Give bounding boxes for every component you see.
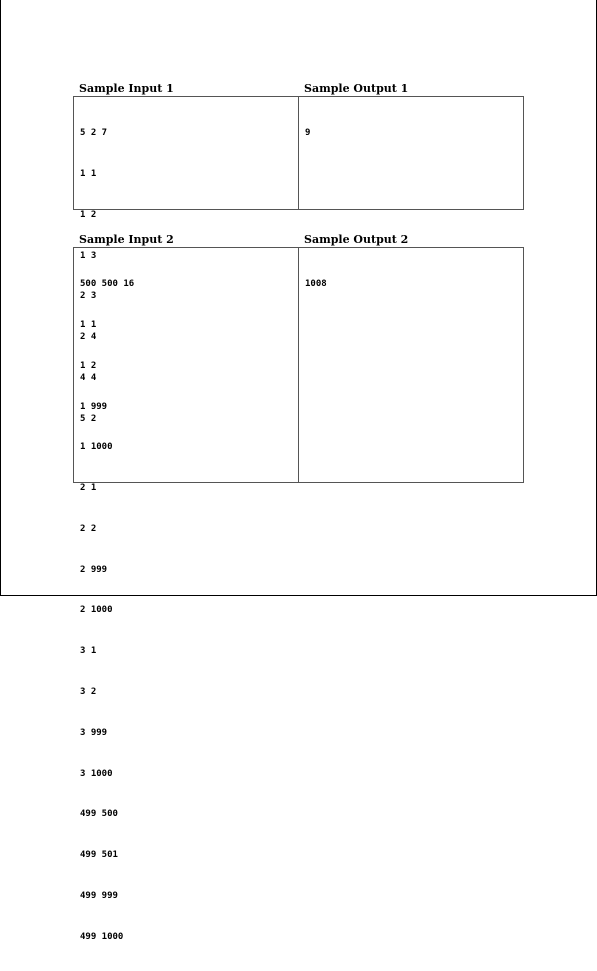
input-line: 2 999 — [80, 564, 108, 575]
input-line: 5 2 — [80, 413, 97, 424]
sample-output-1-block — [299, 97, 523, 209]
input-line: 3 1000 — [80, 768, 113, 779]
input-line: 3 1 — [80, 646, 97, 657]
input-line: 500 500 16 — [80, 279, 135, 290]
input-line: 4 4 — [80, 372, 97, 383]
output-line: 9 — [305, 128, 311, 139]
input-line: 1 1 — [80, 319, 97, 330]
input-line: 1 3 — [80, 250, 97, 261]
input-line: 2 3 — [80, 291, 97, 302]
input-line: 2 4 — [80, 332, 97, 343]
input-line: 3 2 — [80, 687, 97, 697]
sample-input-2-block — [74, 248, 299, 942]
sample-2-box — [73, 247, 524, 942]
sample-output-2-block — [299, 248, 523, 482]
output-line: 1008 — [305, 279, 327, 290]
input-line: 499 500 — [80, 809, 118, 820]
input-line: 1 1000 — [80, 442, 113, 453]
input-line: 5 2 7 — [80, 128, 108, 139]
sample-1-headers — [79, 82, 524, 96]
input-line: 499 999 — [80, 890, 118, 901]
sample-output-2-title: Sample Output 2 — [304, 233, 409, 246]
input-line: 2 1 — [80, 483, 97, 494]
input-line: 1 1 — [80, 168, 97, 179]
input-line: 1 2 — [80, 209, 97, 220]
input-line: 3 999 — [80, 727, 108, 738]
input-line: 1 2 — [80, 360, 97, 371]
input-line: 1 999 — [80, 401, 108, 412]
input-line: 2 1000 — [80, 605, 113, 616]
input-line: 499 1000 — [80, 931, 124, 942]
sample-2-headers — [79, 233, 524, 247]
sample-output-1-title: Sample Output 1 — [304, 82, 409, 95]
sample-input-2-title: Sample Input 2 — [79, 233, 174, 246]
sample-2 — [73, 233, 524, 942]
input-line: 2 2 — [80, 523, 97, 534]
sample-input-1-title: Sample Input 1 — [79, 82, 174, 95]
input-line: 499 501 — [80, 850, 118, 861]
